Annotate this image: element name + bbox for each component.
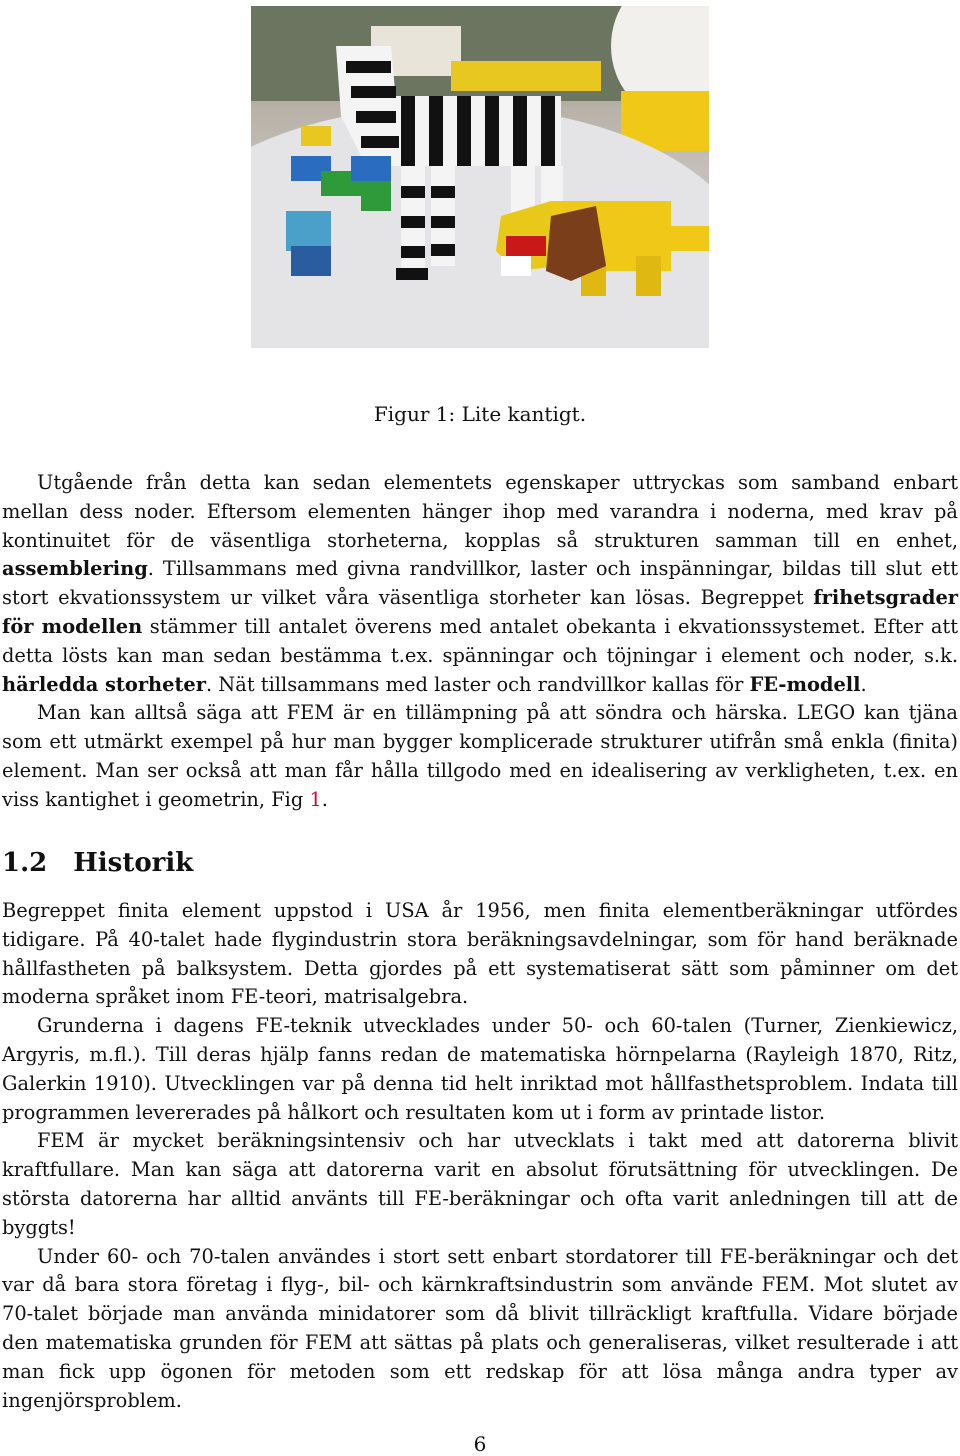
figure-caption: Figur 1: Lite kantigt. [373, 402, 587, 426]
paragraph: Begreppet finita element uppstod i USA år 1956, men finita elementberäkningar utfördes tidigare. På 40-talet hade flygindustrin stora beräkningsavdelningar, som för hand beräknade hållfastheten på balksystem. Detta gjordes på ett systematiserat sätt som påminner om det moderna språket inom FE-teori, matrisalgebra. [2, 899, 958, 1009]
section-2-text [2, 897, 958, 1415]
section-heading: 1.2 Historik [2, 848, 194, 878]
paragraph: Utgående från detta kan sedan elementets egenskaper uttryckas som samband enbart mellan dess noder. Eftersom elementen hänger ihop med varandra i noderna, med krav på kontinuitet för de väsentliga storheterna, kopplas så strukturen samman till en enhet, assemblering. Tillsammans med givna randvillkor, laster och inspänningar, bildas till slut ett stort ekvationssystem ur vilket våra väsentliga storheter kan lösas. Begreppet frihetsgrader för modellen stämmer till antalet överens med antalet obekanta i ekvationssystemet. Efter att detta lösts kan man sedan bestämma t.ex. spänningar och töjningar i element och noder, s.k. härledda storheter. Nät tillsammans med laster och randvillkor kallas för FE-modell. [2, 471, 958, 696]
paragraph: Man kan alltså säga att FEM är en tillämpning på att söndra och härska. LEGO kan tjäna som ett utmärkt exempel på hur man bygger komplicerade strukturer utifrån små enkla (finita) element. Man ser också att man får hålla tillgodo med en idealisering av verkligheten, t.ex. en viss kantighet i geometrin, Fig 1. [2, 701, 958, 811]
paragraph: Grunderna i dagens FE-teknik utvecklades under 50- och 60-talen (Turner, Zienkiewicz, Argyris, m.fl.). Till deras hjälp fanns redan de matematiska hörnpelarna (Rayleigh 1870, Ritz, Galerkin 1910). Utvecklingen var på denna tid helt inriktad mot hållfasthetsproblem. Indata till programmen levererades på hålkort och resultaten kom ut i form av printade listor. [2, 1014, 958, 1124]
lego-photo [251, 6, 709, 348]
section-1-text [2, 469, 958, 815]
paragraph: FEM är mycket beräkningsintensiv och har utvecklats i takt med att datorerna blivit kraftfullare. Man kan säga att datorerna varit en absolut förutsättning för utvecklingen. De största datorerna har alltid använts till FE-beräkningar och ofta varit anledningen till att de byggts! [2, 1129, 958, 1239]
figure-reference-link[interactable]: 1 [309, 787, 322, 811]
paragraph: Under 60- och 70-talen användes i stort sett enbart stordatorer till FE-beräkningar och det var då bara stora företag i flyg-, bil- och kärnkraftsindustrin som använde FEM. Mot slutet av 70-talet började man använda minidatorer som då blivit tillräckligt kraftfulla. Vidare började den matematiska grunden för FEM att sättas på plats och generaliseras, vilket resulterade i att man fick upp ögonen för metoden som ett redskap för att lösa många andra typer av ingenjörsproblem. [2, 1244, 958, 1412]
page-number: 6 [473, 1432, 487, 1456]
